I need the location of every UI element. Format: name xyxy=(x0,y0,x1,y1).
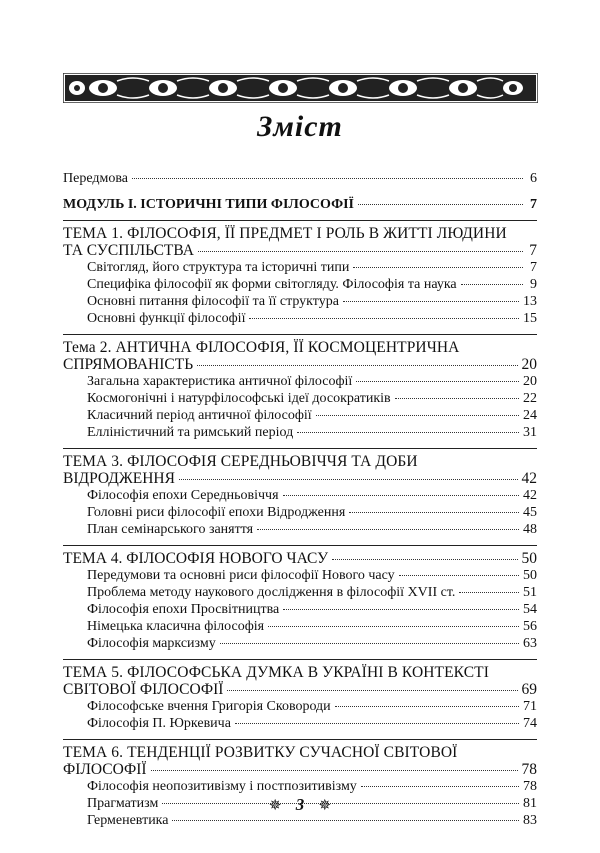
toc-theme-section xyxy=(63,334,537,441)
leader-dots xyxy=(356,381,519,382)
toc-label: Філософія П. Юркевича xyxy=(87,716,231,731)
toc-label: Головні риси філософії епохи Відродження xyxy=(87,505,346,520)
toc-page: 50 xyxy=(521,550,537,567)
ornament-right-icon: ✵ xyxy=(318,798,332,814)
toc-preface[interactable] xyxy=(63,170,537,187)
leader-dots xyxy=(316,415,519,416)
theme-heading-line: Тема 2. АНТИЧНА ФІЛОСОФІЯ, ЇЇ КОСМОЦЕНТРИЧНА xyxy=(63,339,460,356)
leader-dots xyxy=(335,706,519,707)
theme-heading-line: ТЕМА 5. ФІЛОСОФСЬКА ДУМКА В УКРАЇНІ В КОНТЕКСТІ xyxy=(63,664,489,681)
leader-dots xyxy=(358,204,523,205)
toc-page: 7 xyxy=(529,242,537,259)
toc-page: 81 xyxy=(523,796,537,811)
toc-page: 22 xyxy=(523,391,537,406)
toc-theme-entry[interactable] xyxy=(63,550,537,567)
toc-page: 7 xyxy=(530,260,537,275)
toc-label: Прагматизм xyxy=(87,796,159,811)
toc-label: Загальна характеристика античної філософії xyxy=(87,374,353,389)
toc-label: Світогляд, його структура та історичні типи xyxy=(87,260,350,275)
toc-label: Специфіка філософії як форми світогляду. Філософія та наука xyxy=(87,277,457,292)
toc-label: ТЕМА 4. ФІЛОСОФІЯ НОВОГО ЧАСУ xyxy=(63,550,329,567)
leader-dots xyxy=(227,690,517,691)
toc-page: 20 xyxy=(521,356,537,373)
ornament-left-icon: ✵ xyxy=(268,798,282,814)
toc-subitem[interactable] xyxy=(63,424,537,441)
toc-label: Основні функції філософії xyxy=(87,311,246,326)
decorative-ornament-band xyxy=(63,73,538,103)
leader-dots xyxy=(235,723,519,724)
toc-subitem[interactable] xyxy=(63,778,537,795)
toc-subitem[interactable] xyxy=(63,521,537,538)
toc-theme-section xyxy=(63,659,537,732)
toc-subitem[interactable] xyxy=(63,567,537,584)
toc-label: ФІЛОСОФІЇ xyxy=(63,761,147,778)
toc-label: Герменевтика xyxy=(87,813,169,828)
toc-label: План семінарського заняття xyxy=(87,522,254,537)
toc-page: 51 xyxy=(523,585,537,600)
toc-theme-section xyxy=(63,545,537,652)
toc-page: 45 xyxy=(523,505,537,520)
toc-label: Німецька класична філософія xyxy=(87,619,265,634)
leader-dots xyxy=(332,559,517,560)
toc-label: Проблема методу наукового дослідження в філософії XVII ст. xyxy=(87,585,456,600)
toc-subitem[interactable] xyxy=(63,373,537,390)
toc-subitem[interactable] xyxy=(63,715,537,732)
toc-page: 13 xyxy=(523,294,537,309)
toc-page: 31 xyxy=(523,425,537,440)
toc-page: 74 xyxy=(523,716,537,731)
toc-page: 63 xyxy=(523,636,537,651)
toc-page: 7 xyxy=(530,197,537,212)
toc-theme-section xyxy=(63,739,537,829)
theme-heading-line: ТЕМА 1. ФІЛОСОФІЯ, ЇЇ ПРЕДМЕТ І РОЛЬ В ЖИТТІ ЛЮДИНИ xyxy=(63,225,507,242)
toc-label: МОДУЛЬ І. ІСТОРИЧНІ ТИПИ ФІЛОСОФІЇ xyxy=(63,197,354,212)
leader-dots xyxy=(461,284,523,285)
leader-dots xyxy=(197,365,517,366)
toc-page: 83 xyxy=(523,813,537,828)
toc-theme-section xyxy=(63,220,537,327)
leader-dots xyxy=(283,495,519,496)
leader-dots xyxy=(361,786,519,787)
page-number: 3 xyxy=(295,795,305,814)
table-of-contents xyxy=(63,170,537,829)
leader-dots xyxy=(395,398,519,399)
toc-themes xyxy=(63,220,537,829)
toc-label: Філософія неопозитивізму і постпозитивізму xyxy=(87,779,357,794)
toc-theme-entry[interactable] xyxy=(63,242,537,259)
toc-label: Класичний період античної філософії xyxy=(87,408,312,423)
leader-dots xyxy=(151,770,518,771)
leader-dots xyxy=(179,479,518,480)
toc-page: 78 xyxy=(523,779,537,794)
toc-page: 20 xyxy=(523,374,537,389)
toc-page: 15 xyxy=(523,311,537,326)
toc-page: 24 xyxy=(523,408,537,423)
page-title: Зміст xyxy=(257,110,343,143)
leader-dots xyxy=(132,178,523,179)
leader-dots xyxy=(283,609,519,610)
leader-dots xyxy=(343,301,519,302)
toc-page: 56 xyxy=(523,619,537,634)
toc-label: Космогонічні і натурфілософські ідеї досократиків xyxy=(87,391,391,406)
toc-subitem[interactable] xyxy=(63,698,537,715)
toc-subitem[interactable] xyxy=(63,635,537,652)
toc-label: Філософія марксизму xyxy=(87,636,216,651)
toc-theme-entry[interactable] xyxy=(63,470,537,487)
toc-subitem[interactable] xyxy=(63,487,537,504)
toc-page: 48 xyxy=(523,522,537,537)
toc-label: Основні питання філософії та її структура xyxy=(87,294,339,309)
toc-label: СВІТОВОЇ ФІЛОСОФІЇ xyxy=(63,681,224,698)
toc-page: 69 xyxy=(521,681,537,698)
toc-subitem[interactable] xyxy=(63,407,537,424)
toc-subitem[interactable] xyxy=(63,504,537,521)
leader-dots xyxy=(268,626,519,627)
toc-subitem[interactable] xyxy=(63,601,537,618)
toc-label: ВІДРОДЖЕННЯ xyxy=(63,470,175,487)
toc-theme-entry[interactable] xyxy=(63,356,537,373)
toc-label: СПРЯМОВАНІСТЬ xyxy=(63,356,194,373)
toc-label: Філософія епохи Середньовіччя xyxy=(87,488,279,503)
toc-theme-entry[interactable] xyxy=(63,681,537,698)
leader-dots xyxy=(353,267,523,268)
leader-dots xyxy=(249,318,519,319)
leader-dots xyxy=(297,432,519,433)
leader-dots xyxy=(399,575,519,576)
theme-heading-line: ТЕМА 6. ТЕНДЕНЦІЇ РОЗВИТКУ СУЧАСНОЇ СВІТОВОЇ xyxy=(63,744,458,761)
toc-label: Філософія епохи Просвітництва xyxy=(87,602,280,617)
toc-page: 78 xyxy=(521,761,537,778)
toc-page: 42 xyxy=(523,488,537,503)
toc-module[interactable] xyxy=(63,196,537,213)
toc-page: 54 xyxy=(523,602,537,617)
leader-dots xyxy=(459,592,519,593)
toc-subitem[interactable] xyxy=(63,584,537,601)
toc-subitem[interactable] xyxy=(63,310,537,327)
toc-label: Філософське вчення Григорія Сковороди xyxy=(87,699,331,714)
toc-label: Елліністичний та римський період xyxy=(87,425,294,440)
theme-heading-line: ТЕМА 3. ФІЛОСОФІЯ СЕРЕДНЬОВІЧЧЯ ТА ДОБИ xyxy=(63,453,418,470)
toc-page: 6 xyxy=(530,171,537,186)
toc-subitem[interactable] xyxy=(63,618,537,635)
toc-subitem[interactable] xyxy=(63,276,537,293)
toc-label: Передумови та основні риси філософії Нового часу xyxy=(87,568,395,583)
toc-theme-section xyxy=(63,448,537,538)
leader-dots xyxy=(198,251,523,252)
leader-dots xyxy=(257,529,519,530)
toc-label: ТА СУСПІЛЬСТВА xyxy=(63,242,194,259)
toc-subitem[interactable] xyxy=(63,259,537,276)
leader-dots xyxy=(220,643,519,644)
toc-page: 42 xyxy=(521,470,537,487)
page-footer xyxy=(0,795,600,815)
leader-dots xyxy=(349,512,519,513)
toc-subitem[interactable] xyxy=(63,293,537,310)
toc-page: 71 xyxy=(523,699,537,714)
toc-subitem[interactable] xyxy=(63,390,537,407)
toc-label: Передмова xyxy=(63,171,128,186)
toc-page: 9 xyxy=(530,277,537,292)
toc-page: 50 xyxy=(523,568,537,583)
toc-theme-entry[interactable] xyxy=(63,761,537,778)
leader-dots xyxy=(172,820,519,821)
